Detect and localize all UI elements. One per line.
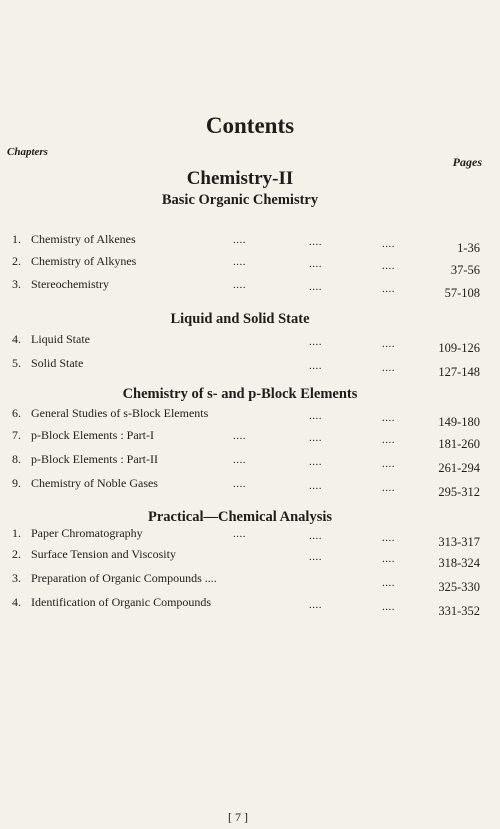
entry-pages: 261-294 bbox=[438, 461, 480, 475]
entry-number: 3. bbox=[12, 571, 21, 585]
section-title-practical: Practical—Chemical Analysis bbox=[147, 509, 333, 525]
leader-dots: .... bbox=[233, 234, 246, 246]
entry-pages: 318-324 bbox=[438, 556, 480, 570]
entry-label: Identification of Organic Compounds bbox=[31, 595, 212, 609]
entry-pages: 109-126 bbox=[438, 341, 480, 355]
leader-dots: .... bbox=[382, 601, 395, 613]
leader-dots: .... bbox=[382, 238, 395, 250]
entry-number: 6. bbox=[12, 406, 21, 420]
entry-number: 7. bbox=[12, 428, 21, 442]
entry-label: Liquid State bbox=[31, 332, 90, 346]
entry-label: Solid State bbox=[31, 356, 84, 370]
section-title-s-p-block: Chemistry of s- and p-Block Elements bbox=[122, 386, 358, 402]
toc-entry bbox=[0, 232, 500, 255]
leader-dots: .... bbox=[382, 553, 395, 565]
entry-label: General Studies of s-Block Elements bbox=[31, 406, 209, 420]
entry-pages: 57-108 bbox=[444, 286, 480, 300]
entry-number: 8. bbox=[12, 452, 21, 466]
chapters-header: Chapters bbox=[7, 146, 48, 158]
leader-dots: .... bbox=[233, 454, 246, 466]
entry-number: 2. bbox=[12, 547, 21, 561]
leader-dots: .... bbox=[309, 236, 322, 248]
leader-dots: .... bbox=[309, 530, 322, 542]
entry-pages: 325-330 bbox=[438, 580, 480, 594]
leader-dots: .... bbox=[233, 430, 246, 442]
entry-label: Chemistry of Alkenes bbox=[31, 232, 136, 246]
entry-label: Preparation of Organic Compounds .... bbox=[31, 571, 217, 585]
entry-number: 1. bbox=[12, 232, 21, 246]
leader-dots: .... bbox=[382, 482, 395, 494]
toc-entry bbox=[0, 277, 500, 300]
leader-dots: .... bbox=[382, 412, 395, 424]
toc-entry bbox=[0, 526, 500, 549]
entry-number: 1. bbox=[12, 526, 21, 540]
leader-dots: .... bbox=[309, 456, 322, 468]
entry-pages: 37-56 bbox=[450, 263, 480, 277]
entry-number: 9. bbox=[12, 476, 21, 490]
section-title-liquid-solid: Liquid and Solid State bbox=[170, 311, 310, 327]
entry-label: p-Block Elements : Part-II bbox=[31, 452, 158, 466]
toc-entry bbox=[0, 406, 500, 429]
toc-entry bbox=[0, 547, 500, 570]
entry-pages: 127-148 bbox=[438, 365, 480, 379]
leader-dots: .... bbox=[233, 528, 246, 540]
leader-dots: .... bbox=[309, 410, 322, 422]
leader-dots: .... bbox=[382, 283, 395, 295]
leader-dots: .... bbox=[309, 480, 322, 492]
toc-entry bbox=[0, 476, 500, 499]
page-number: [ 7 ] bbox=[228, 810, 248, 824]
toc-entry bbox=[0, 254, 500, 277]
toc-entry bbox=[0, 595, 500, 618]
entry-label: Paper Chromatography bbox=[31, 526, 143, 540]
leader-dots: .... bbox=[233, 256, 246, 268]
leader-dots: .... bbox=[382, 532, 395, 544]
entry-pages: 181-260 bbox=[438, 437, 480, 451]
entry-pages: 331-352 bbox=[438, 604, 480, 618]
toc-entry bbox=[0, 571, 500, 594]
part-title: Chemistry-II bbox=[186, 168, 294, 189]
leader-dots: .... bbox=[309, 432, 322, 444]
toc-entry bbox=[0, 452, 500, 475]
leader-dots: .... bbox=[233, 279, 246, 291]
entry-number: 2. bbox=[12, 254, 21, 268]
entry-label: Surface Tension and Viscosity bbox=[31, 547, 176, 561]
entry-pages: 313-317 bbox=[438, 535, 480, 549]
entry-number: 4. bbox=[12, 332, 21, 346]
entry-label: p-Block Elements : Part-I bbox=[31, 428, 154, 442]
entry-label: Stereochemistry bbox=[31, 277, 109, 291]
leader-dots: .... bbox=[309, 360, 322, 372]
toc-entry bbox=[0, 332, 500, 355]
entry-label: Chemistry of Noble Gases bbox=[31, 476, 158, 490]
leader-dots: .... bbox=[382, 577, 395, 589]
leader-dots: .... bbox=[233, 478, 246, 490]
leader-dots: .... bbox=[382, 458, 395, 470]
entry-pages: 295-312 bbox=[438, 485, 480, 499]
pages-header: Pages bbox=[452, 155, 482, 169]
entry-pages: 149-180 bbox=[438, 415, 480, 429]
leader-dots: .... bbox=[382, 362, 395, 374]
page-title: Contents bbox=[205, 113, 295, 138]
leader-dots: .... bbox=[382, 434, 395, 446]
entry-number: 3. bbox=[12, 277, 21, 291]
entry-label: Chemistry of Alkynes bbox=[31, 254, 137, 268]
section-title-basic-organic: Basic Organic Chemistry bbox=[161, 192, 319, 208]
leader-dots: .... bbox=[309, 551, 322, 563]
toc-entry bbox=[0, 356, 500, 379]
leader-dots: .... bbox=[309, 599, 322, 611]
entry-number: 4. bbox=[12, 595, 21, 609]
entry-pages: 1-36 bbox=[457, 241, 480, 255]
leader-dots: .... bbox=[382, 338, 395, 350]
leader-dots: .... bbox=[382, 260, 395, 272]
leader-dots: .... bbox=[309, 258, 322, 270]
leader-dots: .... bbox=[309, 281, 322, 293]
leader-dots: .... bbox=[309, 336, 322, 348]
toc-entry bbox=[0, 428, 500, 451]
entry-number: 5. bbox=[12, 356, 21, 370]
